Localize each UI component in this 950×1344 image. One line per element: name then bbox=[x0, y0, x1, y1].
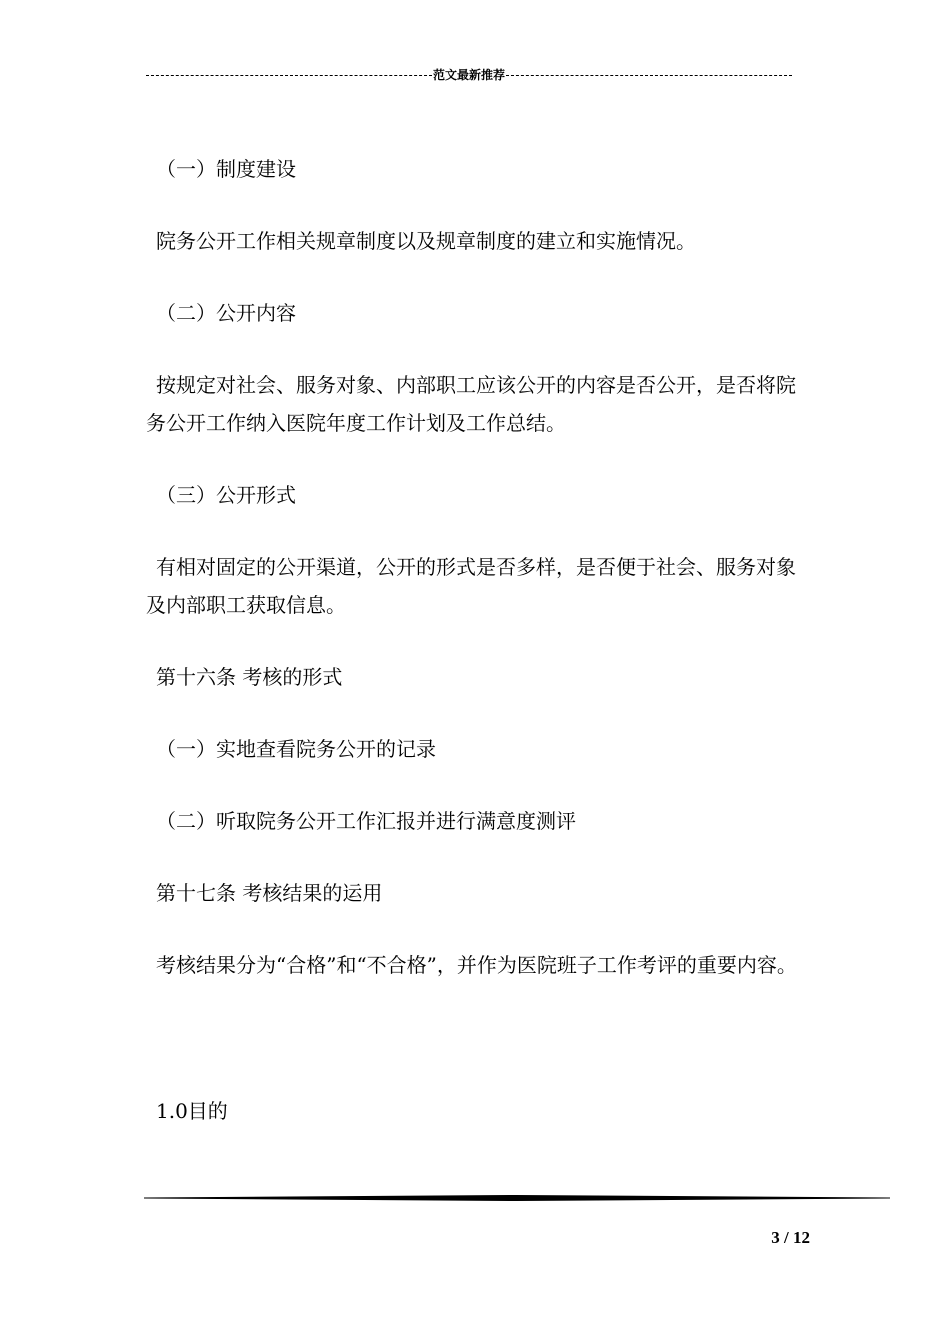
paragraph-system-content: 院务公开工作相关规章制度以及规章制度的建立和实施情况。 bbox=[156, 229, 696, 253]
header-title: 范文最新推荐 bbox=[433, 68, 506, 82]
section-heading-form: （三）公开形式 bbox=[156, 483, 296, 507]
section-heading-content: （二）公开内容 bbox=[156, 301, 296, 325]
article-17-content: 考核结果分为“合格”和“不合格”，并作为医院班子工作考评的重要内容。 bbox=[156, 953, 797, 977]
section-purpose-heading: 1.0目的 bbox=[156, 1099, 228, 1123]
section-heading-system: （一）制度建设 bbox=[156, 157, 296, 181]
header-dash-right bbox=[506, 75, 792, 76]
paragraph-disclosure-form: 有相对固定的公开渠道，公开的形式是否多样，是否便于社会、服务对象及内部职工获取信息。 bbox=[146, 555, 796, 617]
footer-rule bbox=[144, 1195, 890, 1201]
header-dash-left bbox=[146, 75, 432, 76]
page-header bbox=[146, 66, 792, 83]
page-number: 3 / 12 bbox=[771, 1228, 810, 1247]
article-16-heading: 第十六条 考核的形式 bbox=[156, 665, 343, 689]
article-17-heading: 第十七条 考核结果的运用 bbox=[156, 881, 383, 905]
paragraph-disclosure-content: 按规定对社会、服务对象、内部职工应该公开的内容是否公开，是否将院务公开工作纳入医院年度工作计划及工作总结。 bbox=[146, 373, 796, 435]
article-16-item-2: （二）听取院务公开工作汇报并进行满意度测评 bbox=[156, 809, 576, 833]
article-16-item-1: （一）实地查看院务公开的记录 bbox=[156, 737, 436, 761]
